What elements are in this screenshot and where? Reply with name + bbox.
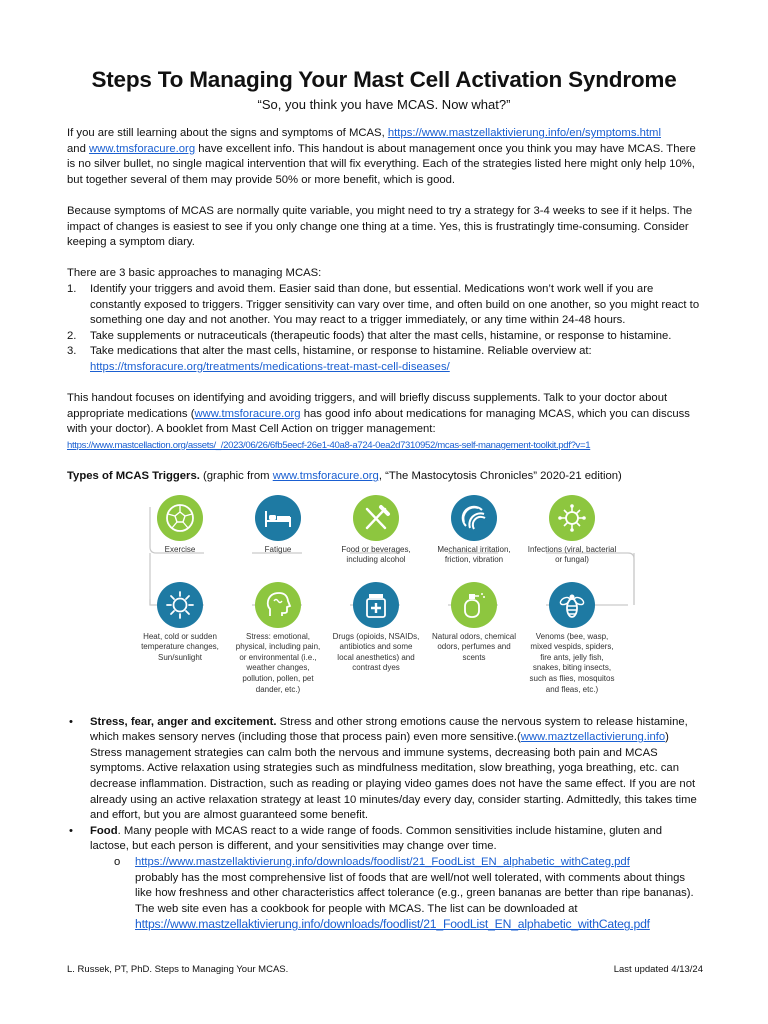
intro-text-3: have excellent info. This handout is about management once you think you may have MCAS. There is no silver bullet, no single magical intervention that will fix everything. Each of the strategies listed here might only help 10%, but together several of them may provide 50% or more benefit, which is good. — [67, 142, 696, 186]
stress-text-1: Stress and other strong emotions cause the nervous system to release histamine, which makes sensory nerves (including those that process pain) even more sensitive.( — [90, 715, 688, 744]
sub-bullet: o — [114, 856, 121, 868]
bullet-dot: • — [69, 715, 73, 728]
footer-author: L. Russek, PT, PhD. Steps to Managing Your MCAS. — [67, 964, 289, 975]
list-text: Take supplements or nutraceuticals (therapeutic foods) that alter the mast cells, histamine, or response to histamine. — [90, 329, 672, 342]
list-number: 2. — [67, 329, 77, 342]
toolkit-link[interactable]: https://www.mastcellaction.org/assets/_/2023/06/26/6fb5eecf-26e1-40a8-a724-0ea2d7310952/mcas-self-management-toolkit.pdf?v=1 — [67, 439, 591, 451]
foodlist-download-link[interactable]: https://www.mastzellaktivierung.info/downloads/foodlist/21_FoodList_EN_alphabetic_withCateg.pdf — [135, 917, 650, 932]
vibration-icon — [451, 495, 497, 541]
intro-paragraph — [67, 126, 703, 188]
document-title: Steps To Managing Your Mast Cell Activation Syndrome — [91, 67, 677, 92]
trigger-label: Infections (viral, bacterial or fungal) — [527, 544, 617, 565]
triggers-heading-bold: Types of MCAS Triggers. — [67, 470, 200, 483]
focus-paragraph — [67, 391, 703, 453]
trigger-label: Drugs (opioids, NSAIDs, antibiotics and some local anesthetics) and contrast dyes — [332, 631, 420, 673]
perfume-icon — [451, 582, 497, 628]
list-item-food — [67, 824, 703, 934]
trigger-label: Stress: emotional, physical, including pain, or environmental (i.e., weather changes, pollution, pollen, pet dander, etc.) — [235, 631, 321, 694]
sun-icon — [157, 582, 203, 628]
tmsforacure-link-2[interactable]: www.tmsforacure.org — [194, 407, 301, 420]
triggers-heading — [67, 469, 703, 485]
foodlist-link[interactable]: https://www.mastzellaktivierung.info/downloads/foodlist/21_FoodList_EN_alphabetic_withCateg.pdf — [135, 856, 630, 868]
food-sub-text: probably has the most comprehensive list of foods that are well/not well tolerated, with comments about things like how freshness and other characteristics affect tolerance (e.g., green bananas are better than ripe bananas). The web site even has a cookbook for people with MCAS. The list can be downloaded at — [135, 871, 694, 915]
bee-icon — [549, 582, 595, 628]
medications-link[interactable]: https://tmsforacure.org/treatments/medications-treat-mast-cell-diseases/ — [90, 360, 450, 373]
list-item — [67, 329, 703, 345]
tmsforacure-link[interactable]: www.tmsforacure.org — [89, 142, 196, 155]
tmsforacure-link-3[interactable]: www.tmsforacure.org — [272, 470, 379, 483]
virus-icon — [549, 495, 595, 541]
trigger-label: Food or beverages, including alcohol — [341, 544, 411, 565]
list-item-stress — [67, 715, 703, 824]
stress-heading: Stress, fear, anger and excitement. — [90, 715, 277, 728]
bullet-dot: • — [69, 824, 73, 837]
food-sub-list — [110, 855, 703, 934]
food-heading: Food — [90, 824, 118, 837]
trigger-label: Natural odors, chemical odors, perfumes and scents — [431, 631, 517, 662]
variability-paragraph: Because symptoms of MCAS are normally quite variable, you might need to try a strategy for 3-4 weeks to see if it helps. The impact of changes is easiest to see if you only change one thing at a time. Yes, this is frustratingly time-consuming. Consider keeping a symptom diary. — [67, 204, 693, 249]
medicine-bottle-icon — [353, 582, 399, 628]
trigger-bullets — [67, 715, 703, 934]
page-footer — [67, 964, 703, 976]
intro-text-1: If you are still learning about the signs and symptoms of MCAS, — [67, 127, 388, 139]
triggers-graphic — [142, 495, 642, 711]
food-text-1: . Many people with MCAS react to a wide range of foods. Common sensitivities include histamine, gluten and lactose, but each person is different, and your sensitivities may change over time. — [90, 824, 663, 853]
bed-icon — [255, 495, 301, 541]
list-text: Identify your triggers and avoid them. Easier said than done, but essential. Medications won’t work well if you are constantly exposed to triggers. Trigger sensitivity can vary over time, and often build on one another, so you might react to something one day and not another. You may react to a trigger immediately, or any time within 24-48 hours. — [90, 282, 700, 327]
approaches-list — [67, 282, 703, 376]
document-body — [67, 126, 703, 934]
triggers-heading-text-1: (graphic from — [199, 470, 273, 483]
list-text: Take medications that alter the mast cells, histamine, or response to histamine. Reliable overview at: — [90, 345, 592, 358]
trigger-label: Fatigue — [264, 544, 292, 554]
trigger-label: Venoms (bee, wasp, mixed vespids, spiders, fire ants, jelly fish, snakes, biting insects, such as flies, mosquitos and fleas, etc.) — [529, 631, 615, 694]
focus-text-1: This handout focuses on identifying and avoiding triggers, and will briefly discuss supplements. Talk to your doctor about appropriate medications ( — [67, 392, 668, 420]
focus-text-2: has good info about medications for managing MCAS, which you can discuss with your doctor). A booklet from Mast Cell Action on trigger management: — [67, 407, 690, 436]
list-number: 1. — [67, 282, 77, 295]
intro-text-2: and — [67, 142, 89, 155]
fork-knife-icon — [353, 495, 399, 541]
trigger-label: Heat, cold or sudden temperature changes, Sun/sunlight — [141, 631, 219, 662]
triggers-heading-text-2: , “The Mastocytosis Chronicles” 2020-21 edition) — [378, 470, 622, 483]
list-item — [67, 282, 703, 329]
footer-updated: Last updated 4/13/24 — [613, 964, 703, 975]
maztzellactivierung-link[interactable]: www.maztzellactivierung.info — [520, 731, 666, 744]
stress-text-2: ) Stress management strategies can calm both the nervous and immune systems, decreasing both pain and MCAS symptoms. Active relaxation using strategies such as mindfulness meditation, slow breathing, yoga breathing, etc. can decrease inflammation. Distraction, such as reading or playing video games does not have the same effect. If you are not already using an active relaxation strategy at least 10 minutes/day every day, consider starting. Admittedly, this takes time and effort, but you are almost guaranteed some benefit. — [90, 731, 697, 822]
symptoms-link[interactable]: https://www.mastzellaktivierung.info/en/symptoms.html — [387, 127, 661, 139]
soccer-ball-icon — [157, 495, 203, 541]
trigger-label: Mechanical irritation, friction, vibration — [437, 544, 511, 565]
approaches-lead: There are 3 basic approaches to managing MCAS: — [67, 267, 322, 280]
list-item — [67, 344, 703, 375]
list-item — [110, 855, 703, 934]
stressed-head-icon — [255, 582, 301, 628]
trigger-label: Exercise — [164, 544, 196, 554]
list-number: 3. — [67, 345, 77, 358]
document-subtitle: “So, you think you have MCAS. Now what?” — [257, 97, 511, 112]
